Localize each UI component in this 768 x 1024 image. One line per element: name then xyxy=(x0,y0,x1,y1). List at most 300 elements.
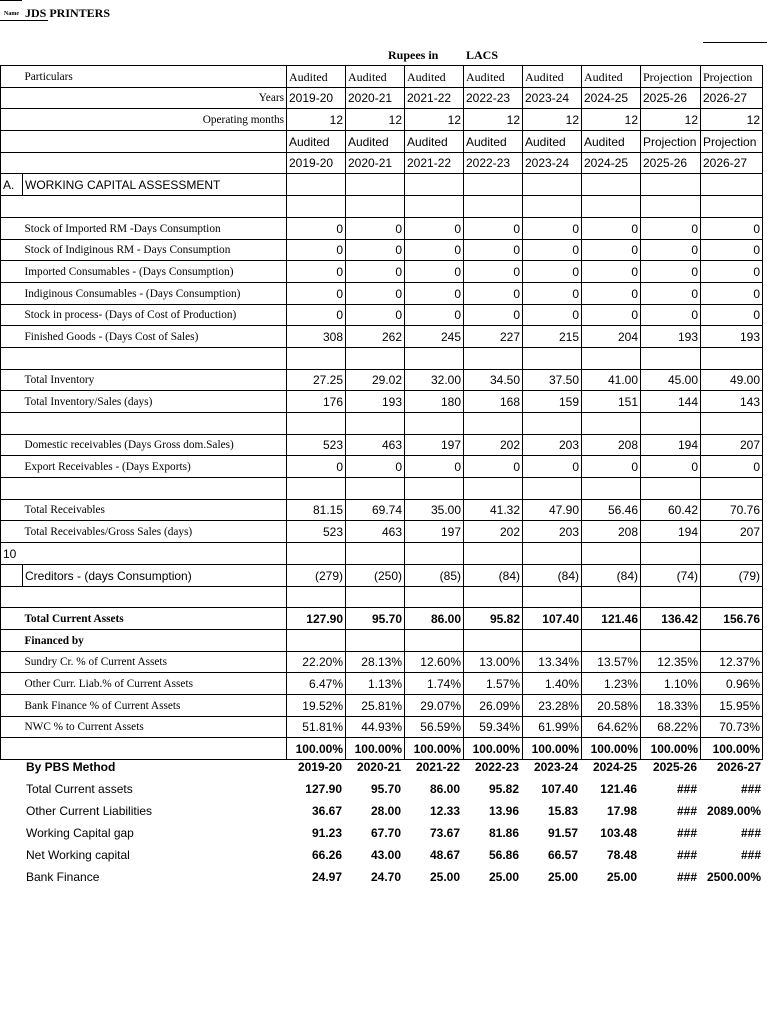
value-domestic-receivables-5: 208 xyxy=(582,434,641,456)
index-cell xyxy=(1,261,23,283)
index-cell xyxy=(1,217,23,239)
empty-cell-6 xyxy=(641,196,701,218)
row-bank-finance-pct xyxy=(1,694,763,716)
pbs-value-3: 56.86 xyxy=(488,848,519,862)
empty-cell-7 xyxy=(701,347,763,369)
row-financed-by xyxy=(1,629,763,651)
value-total-inventory-4: 37.50 xyxy=(523,369,582,391)
index-cell xyxy=(1,478,23,500)
pbs-row-label: Total Current assets xyxy=(26,782,133,796)
value-finished-goods-0: 308 xyxy=(287,326,346,348)
value-sundry-cr-6: 12.35% xyxy=(641,651,701,673)
name-tag: Name xyxy=(4,11,19,17)
index-cell xyxy=(1,87,23,109)
value-total-pct-4: 100.00% xyxy=(523,738,582,760)
pbs-value-0: 127.90 xyxy=(305,782,342,796)
pbs-value-2: 25.00 xyxy=(429,870,460,884)
value-total-receivables-4: 47.90 xyxy=(523,499,582,521)
index-cell xyxy=(1,673,23,695)
year2-cell-3: 2022-23 xyxy=(464,152,523,174)
empty-cell-0 xyxy=(287,413,346,435)
index-cell xyxy=(1,196,23,218)
value-stock-in-process-0: 0 xyxy=(287,304,346,326)
value-total-inventory-2: 32.00 xyxy=(405,369,464,391)
value-indigenous-consumables-2: 0 xyxy=(405,282,464,304)
value-imported-consumables-4: 0 xyxy=(523,261,582,283)
value-imported-rm-7: 0 xyxy=(701,217,763,239)
empty-cell-4 xyxy=(523,629,582,651)
pbs-value-1: 43.00 xyxy=(370,848,401,862)
empty-cell-1 xyxy=(346,543,405,565)
value-creditors-0: (279) xyxy=(287,564,346,586)
year-cell-2: 2021-22 xyxy=(405,87,464,109)
empty-cell-3 xyxy=(464,543,523,565)
empty-cell-3 xyxy=(464,196,523,218)
value-total-inventory-0: 27.25 xyxy=(287,369,346,391)
status-cell-5: Audited xyxy=(582,66,641,88)
units-value: LACS xyxy=(466,48,499,62)
label-inventory-sales-days: Total Inventory/Sales (days) xyxy=(23,391,287,413)
row-total-current-assets xyxy=(1,608,763,630)
value-sundry-cr-0: 22.20% xyxy=(287,651,346,673)
pbs-year-1: 2020-21 xyxy=(356,760,401,774)
index-cell xyxy=(1,131,23,153)
blank-label xyxy=(23,347,287,369)
empty-cell-7 xyxy=(701,174,763,196)
empty-cell-1 xyxy=(346,196,405,218)
months-cell-2: 12 xyxy=(405,109,464,131)
row-total-inventory xyxy=(1,369,763,391)
empty-cell-0 xyxy=(287,629,346,651)
value-indigenous-consumables-5: 0 xyxy=(582,282,641,304)
value-inventory-sales-days-2: 180 xyxy=(405,391,464,413)
label-bank-finance-pct: Bank Finance % of Current Assets xyxy=(23,694,287,716)
value-total-receivables-7: 70.76 xyxy=(701,499,763,521)
empty-cell-3 xyxy=(464,347,523,369)
value-finished-goods-6: 193 xyxy=(641,326,701,348)
side-number: 10 xyxy=(1,543,23,565)
empty-cell-2 xyxy=(405,347,464,369)
pbs-row-label: Working Capital gap xyxy=(26,826,134,840)
empty-cell-1 xyxy=(346,629,405,651)
value-creditors-3: (84) xyxy=(464,564,523,586)
value-sundry-cr-4: 13.34% xyxy=(523,651,582,673)
value-inventory-sales-days-1: 193 xyxy=(346,391,405,413)
pbs-row-label: Other Current Liabilities xyxy=(26,804,153,818)
value-indigenous-rm-6: 0 xyxy=(641,239,701,261)
pbs-method-table xyxy=(0,756,764,888)
value-export-receivables-2: 0 xyxy=(405,456,464,478)
value-export-receivables-5: 0 xyxy=(582,456,641,478)
blank-label xyxy=(23,543,287,565)
value-total-pct-7: 100.00% xyxy=(701,738,763,760)
value-stock-in-process-7: 0 xyxy=(701,304,763,326)
value-imported-rm-0: 0 xyxy=(287,217,346,239)
value-total-pct-5: 100.00% xyxy=(582,738,641,760)
value-total-receivables-5: 56.46 xyxy=(582,499,641,521)
status-cell-0: Audited xyxy=(287,66,346,88)
value-receivables-gross-sales-days-2: 197 xyxy=(405,521,464,543)
year-cell-6: 2025-26 xyxy=(641,87,701,109)
value-domestic-receivables-4: 203 xyxy=(523,434,582,456)
value-indigenous-consumables-7: 0 xyxy=(701,282,763,304)
value-imported-consumables-2: 0 xyxy=(405,261,464,283)
pbs-value-4: 91.57 xyxy=(547,826,578,840)
value-total-receivables-6: 60.42 xyxy=(641,499,701,521)
value-sundry-cr-5: 13.57% xyxy=(582,651,641,673)
pbs-year-0: 2019-20 xyxy=(297,760,342,774)
row-imported-consumables xyxy=(1,261,763,283)
blank-label xyxy=(23,152,287,174)
pbs-row-label: Net Working capital xyxy=(26,848,130,862)
pbs-value-6: ### xyxy=(676,870,697,884)
value-other-curr-liab-3: 1.57% xyxy=(464,673,523,695)
value-imported-consumables-0: 0 xyxy=(287,261,346,283)
header-row-status-2 xyxy=(1,131,763,153)
status-cell-6: Projection xyxy=(641,66,701,88)
value-export-receivables-0: 0 xyxy=(287,456,346,478)
status2-cell-5: Audited xyxy=(582,131,641,153)
value-total-pct-2: 100.00% xyxy=(405,738,464,760)
pbs-header-row xyxy=(0,756,764,778)
pbs-value-3: 95.82 xyxy=(488,782,519,796)
pbs-value-4: 107.40 xyxy=(541,782,578,796)
label-imported-rm: Stock of Imported RM -Days Consumption xyxy=(23,217,287,239)
value-finished-goods-7: 193 xyxy=(701,326,763,348)
pbs-value-4: 15.83 xyxy=(547,804,578,818)
empty-cell-6 xyxy=(641,586,701,608)
header-top-rule xyxy=(0,0,22,1)
index-cell xyxy=(1,434,23,456)
year2-cell-6: 2025-26 xyxy=(641,152,701,174)
header-row-years-2 xyxy=(1,152,763,174)
months-cell-4: 12 xyxy=(523,109,582,131)
blank-row xyxy=(1,347,763,369)
value-imported-rm-2: 0 xyxy=(405,217,464,239)
value-total-current-assets-3: 95.82 xyxy=(464,608,523,630)
blank-row xyxy=(1,478,763,500)
empty-cell-0 xyxy=(287,196,346,218)
months-cell-0: 12 xyxy=(287,109,346,131)
index-cell xyxy=(1,304,23,326)
value-total-inventory-3: 34.50 xyxy=(464,369,523,391)
year2-cell-5: 2024-25 xyxy=(582,152,641,174)
pbs-title: By PBS Method xyxy=(26,760,116,774)
empty-cell-0 xyxy=(287,478,346,500)
value-total-inventory-1: 29.02 xyxy=(346,369,405,391)
value-inventory-sales-days-7: 143 xyxy=(701,391,763,413)
index-cell xyxy=(1,586,23,608)
pbs-year-5: 2024-25 xyxy=(592,760,637,774)
value-nwc-pct-2: 56.59% xyxy=(405,716,464,738)
index-cell xyxy=(1,391,23,413)
value-total-inventory-7: 49.00 xyxy=(701,369,763,391)
value-total-pct-1: 100.00% xyxy=(346,738,405,760)
empty-cell-2 xyxy=(405,629,464,651)
value-indigenous-rm-5: 0 xyxy=(582,239,641,261)
empty-cell-6 xyxy=(641,347,701,369)
status-cell-7: Projection xyxy=(701,66,763,88)
status2-cell-3: Audited xyxy=(464,131,523,153)
months-cell-6: 12 xyxy=(641,109,701,131)
row-finished-goods xyxy=(1,326,763,348)
value-finished-goods-3: 227 xyxy=(464,326,523,348)
label-receivables-gross-sales-days: Total Receivables/Gross Sales (days) xyxy=(23,521,287,543)
empty-cell-5 xyxy=(582,543,641,565)
value-creditors-4: (84) xyxy=(523,564,582,586)
value-total-receivables-3: 41.32 xyxy=(464,499,523,521)
value-total-current-assets-5: 121.46 xyxy=(582,608,641,630)
empty-cell-2 xyxy=(405,586,464,608)
row-sundry-cr xyxy=(1,651,763,673)
months-label: Operating months xyxy=(23,109,287,131)
value-bank-finance-pct-4: 23.28% xyxy=(523,694,582,716)
empty-cell-5 xyxy=(582,174,641,196)
empty-cell-6 xyxy=(641,413,701,435)
value-total-current-assets-2: 86.00 xyxy=(405,608,464,630)
year-cell-1: 2020-21 xyxy=(346,87,405,109)
months-cell-5: 12 xyxy=(582,109,641,131)
value-receivables-gross-sales-days-0: 523 xyxy=(287,521,346,543)
value-imported-rm-4: 0 xyxy=(523,217,582,239)
value-receivables-gross-sales-days-6: 194 xyxy=(641,521,701,543)
row-indigenous-rm xyxy=(1,239,763,261)
pbs-year-6: 2025-26 xyxy=(652,760,697,774)
index-cell xyxy=(1,608,23,630)
pbs-value-2: 86.00 xyxy=(429,782,460,796)
value-inventory-sales-days-5: 151 xyxy=(582,391,641,413)
status2-cell-0: Audited xyxy=(287,131,346,153)
row-other-curr-liab xyxy=(1,673,763,695)
empty-cell-5 xyxy=(582,413,641,435)
pbs-value-5: 17.98 xyxy=(606,804,637,818)
value-receivables-gross-sales-days-3: 202 xyxy=(464,521,523,543)
value-other-curr-liab-5: 1.23% xyxy=(582,673,641,695)
value-sundry-cr-2: 12.60% xyxy=(405,651,464,673)
index-cell xyxy=(1,152,23,174)
value-nwc-pct-5: 64.62% xyxy=(582,716,641,738)
value-stock-in-process-3: 0 xyxy=(464,304,523,326)
empty-cell-2 xyxy=(405,543,464,565)
index-cell xyxy=(1,521,23,543)
value-total-pct-3: 100.00% xyxy=(464,738,523,760)
empty-cell-1 xyxy=(346,413,405,435)
label-total-inventory: Total Inventory xyxy=(23,369,287,391)
value-finished-goods-5: 204 xyxy=(582,326,641,348)
value-sundry-cr-7: 12.37% xyxy=(701,651,763,673)
pbs-value-2: 73.67 xyxy=(429,826,460,840)
empty-cell-2 xyxy=(405,413,464,435)
header-row-years xyxy=(1,87,763,109)
empty-cell-4 xyxy=(523,586,582,608)
value-nwc-pct-3: 59.34% xyxy=(464,716,523,738)
empty-cell-3 xyxy=(464,413,523,435)
row-stock-in-process xyxy=(1,304,763,326)
pbs-value-3: 13.96 xyxy=(488,804,519,818)
value-domestic-receivables-0: 523 xyxy=(287,434,346,456)
empty-cell-5 xyxy=(582,586,641,608)
index-cell xyxy=(1,564,23,586)
index-cell xyxy=(1,716,23,738)
pbs-value-4: 66.57 xyxy=(547,848,578,862)
pbs-year-7: 2026-27 xyxy=(716,760,761,774)
status2-cell-4: Audited xyxy=(523,131,582,153)
pbs-value-2: 48.67 xyxy=(429,848,460,862)
empty-cell-7 xyxy=(701,478,763,500)
label-indigenous-consumables: Indiginous Consumables - (Days Consumption) xyxy=(23,282,287,304)
label-export-receivables: Export Receivables - (Days Exports) xyxy=(23,456,287,478)
status-cell-2: Audited xyxy=(405,66,464,88)
empty-cell-7 xyxy=(701,196,763,218)
empty-cell-3 xyxy=(464,174,523,196)
value-bank-finance-pct-5: 20.58% xyxy=(582,694,641,716)
status2-cell-2: Audited xyxy=(405,131,464,153)
empty-cell-0 xyxy=(287,543,346,565)
value-imported-consumables-1: 0 xyxy=(346,261,405,283)
empty-cell-6 xyxy=(641,478,701,500)
value-nwc-pct-4: 61.99% xyxy=(523,716,582,738)
index-cell xyxy=(1,326,23,348)
blank-row xyxy=(1,413,763,435)
value-receivables-gross-sales-days-1: 463 xyxy=(346,521,405,543)
value-receivables-gross-sales-days-7: 207 xyxy=(701,521,763,543)
pbs-value-7: ### xyxy=(740,826,761,840)
year2-cell-2: 2021-22 xyxy=(405,152,464,174)
status2-cell-6: Projection xyxy=(641,131,701,153)
pbs-value-7: 2500.00% xyxy=(706,870,761,884)
label-indigenous-rm: Stock of Indiginous RM - Days Consumption xyxy=(23,239,287,261)
value-finished-goods-2: 245 xyxy=(405,326,464,348)
pbs-value-7: 2089.00% xyxy=(706,804,761,818)
empty-cell-4 xyxy=(523,174,582,196)
value-bank-finance-pct-3: 26.09% xyxy=(464,694,523,716)
section-index: A. xyxy=(1,174,23,196)
empty-cell-3 xyxy=(464,629,523,651)
value-imported-consumables-5: 0 xyxy=(582,261,641,283)
value-total-receivables-1: 69.74 xyxy=(346,499,405,521)
year-cell-7: 2026-27 xyxy=(701,87,763,109)
pbs-value-6: ### xyxy=(676,848,697,862)
section-row xyxy=(1,174,763,196)
value-other-curr-liab-6: 1.10% xyxy=(641,673,701,695)
pbs-value-5: 78.48 xyxy=(606,848,637,862)
status-cell-4: Audited xyxy=(523,66,582,88)
pbs-row xyxy=(0,778,764,800)
value-total-current-assets-6: 136.42 xyxy=(641,608,701,630)
empty-cell-6 xyxy=(641,629,701,651)
index-cell xyxy=(1,651,23,673)
row-creditors xyxy=(1,564,763,586)
pbs-value-5: 103.48 xyxy=(600,826,637,840)
value-total-inventory-5: 41.00 xyxy=(582,369,641,391)
index-cell xyxy=(1,413,23,435)
value-total-current-assets-4: 107.40 xyxy=(523,608,582,630)
value-nwc-pct-0: 51.81% xyxy=(287,716,346,738)
empty-cell-5 xyxy=(582,478,641,500)
pbs-value-1: 24.70 xyxy=(370,870,401,884)
label-sundry-cr: Sundry Cr. % of Current Assets xyxy=(23,651,287,673)
pbs-value-6: ### xyxy=(676,804,697,818)
index-cell xyxy=(1,369,23,391)
value-inventory-sales-days-0: 176 xyxy=(287,391,346,413)
pbs-row-label: Bank Finance xyxy=(26,870,100,884)
header-underline xyxy=(0,20,48,21)
empty-cell-3 xyxy=(464,478,523,500)
value-imported-consumables-7: 0 xyxy=(701,261,763,283)
pbs-value-0: 24.97 xyxy=(311,870,342,884)
value-creditors-5: (84) xyxy=(582,564,641,586)
units-label: Rupees in xyxy=(388,48,439,62)
value-export-receivables-4: 0 xyxy=(523,456,582,478)
months-cell-1: 12 xyxy=(346,109,405,131)
value-imported-rm-6: 0 xyxy=(641,217,701,239)
value-domestic-receivables-7: 207 xyxy=(701,434,763,456)
status2-cell-1: Audited xyxy=(346,131,405,153)
label-total-receivables: Total Receivables xyxy=(23,499,287,521)
value-export-receivables-7: 0 xyxy=(701,456,763,478)
pbs-row xyxy=(0,844,764,866)
value-indigenous-rm-1: 0 xyxy=(346,239,405,261)
value-indigenous-consumables-6: 0 xyxy=(641,282,701,304)
pbs-year-4: 2023-24 xyxy=(533,760,578,774)
pbs-value-1: 28.00 xyxy=(370,804,401,818)
value-total-pct-6: 100.00% xyxy=(641,738,701,760)
index-cell xyxy=(1,694,23,716)
pbs-value-5: 121.46 xyxy=(600,782,637,796)
index-cell xyxy=(1,347,23,369)
months-cell-3: 12 xyxy=(464,109,523,131)
value-indigenous-rm-4: 0 xyxy=(523,239,582,261)
company-name: JDS PRINTERS xyxy=(25,6,111,20)
empty-cell-7 xyxy=(701,413,763,435)
pbs-value-6: ### xyxy=(676,826,697,840)
value-imported-rm-1: 0 xyxy=(346,217,405,239)
value-other-curr-liab-0: 6.47% xyxy=(287,673,346,695)
pbs-value-6: ### xyxy=(676,782,697,796)
blank-label xyxy=(23,196,287,218)
label-domestic-receivables: Domestic receivables (Days Gross dom.Sales) xyxy=(23,434,287,456)
index-cell xyxy=(1,66,23,88)
value-total-current-assets-0: 127.90 xyxy=(287,608,346,630)
value-total-current-assets-7: 156.76 xyxy=(701,608,763,630)
value-creditors-2: (85) xyxy=(405,564,464,586)
value-sundry-cr-3: 13.00% xyxy=(464,651,523,673)
empty-cell-1 xyxy=(346,586,405,608)
value-domestic-receivables-6: 194 xyxy=(641,434,701,456)
value-other-curr-liab-4: 1.40% xyxy=(523,673,582,695)
index-cell xyxy=(1,629,23,651)
index-cell xyxy=(1,282,23,304)
months-cell-7: 12 xyxy=(701,109,763,131)
pbs-year-3: 2022-23 xyxy=(474,760,519,774)
label-finished-goods: Finished Goods - (Days Cost of Sales) xyxy=(23,326,287,348)
index-cell xyxy=(1,239,23,261)
label-nwc-pct: NWC % to Current Assets xyxy=(23,716,287,738)
value-inventory-sales-days-6: 144 xyxy=(641,391,701,413)
blank-label xyxy=(23,478,287,500)
value-total-receivables-2: 35.00 xyxy=(405,499,464,521)
value-other-curr-liab-1: 1.13% xyxy=(346,673,405,695)
working-capital-table xyxy=(0,65,763,760)
pbs-value-4: 25.00 xyxy=(547,870,578,884)
empty-cell-6 xyxy=(641,543,701,565)
pbs-value-0: 66.26 xyxy=(311,848,342,862)
empty-cell-4 xyxy=(523,196,582,218)
value-indigenous-consumables-1: 0 xyxy=(346,282,405,304)
pbs-value-1: 95.70 xyxy=(370,782,401,796)
blank-label xyxy=(23,586,287,608)
year-cell-3: 2022-23 xyxy=(464,87,523,109)
